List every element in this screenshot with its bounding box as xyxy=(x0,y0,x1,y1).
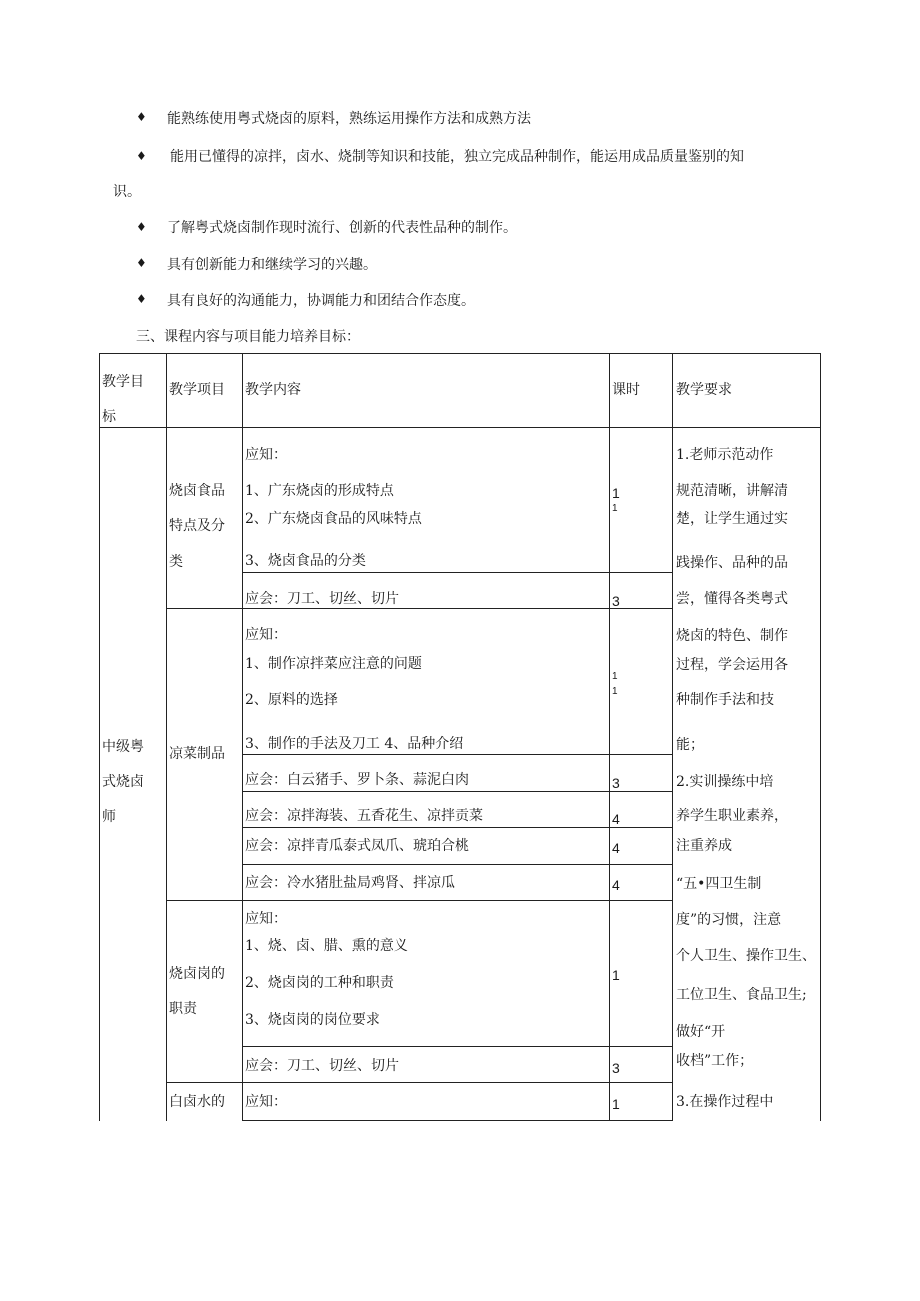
project-cell: 烧卤食品 xyxy=(169,483,225,499)
col-divider xyxy=(242,353,243,1121)
content-line: 2、烧卤岗的工种和职责 xyxy=(245,975,394,991)
content-line: 1、广东烧卤的形成特点 xyxy=(245,483,394,499)
requirement-line: 尝，懂得各类粤式 xyxy=(676,591,788,607)
hours-cell: 4 xyxy=(612,811,620,827)
requirement-line: 度”的习惯，注意 xyxy=(676,912,782,928)
requirement-line: 楚，让学生通过实 xyxy=(676,511,788,527)
content-line: 应会：刀工、切丝、切片 xyxy=(245,1058,399,1074)
row-divider xyxy=(242,864,672,865)
content-line: 应会：凉拌海装、五香花生、凉拌贡菜 xyxy=(245,808,483,824)
goal-cell: 中级粤 xyxy=(102,739,144,755)
row-divider xyxy=(242,1120,672,1121)
requirement-line: “五•四卫生制 xyxy=(676,876,762,892)
content-line: 应知： xyxy=(245,1094,287,1110)
project-cell: 烧卤岗的 xyxy=(169,966,225,982)
requirement-line: 1.老师示范动作 xyxy=(676,447,774,463)
header-project: 教学项目 xyxy=(169,382,225,398)
section-heading: 三、课程内容与项目能力培养目标： xyxy=(136,329,360,345)
content-line: 应会：凉拌青瓜泰式凤爪、琥珀合桃 xyxy=(245,838,469,854)
table-border-left xyxy=(99,353,100,1121)
content-line: 2、原料的选择 xyxy=(245,692,338,708)
project-cell: 特点及分 xyxy=(169,518,225,534)
col-divider xyxy=(166,353,167,1121)
bullet-icon: ♦ xyxy=(136,292,147,306)
hours-cell: 4 xyxy=(612,877,620,893)
header-requirements: 教学要求 xyxy=(676,382,732,398)
col-divider xyxy=(672,353,673,1121)
content-line: 1、制作凉拌菜应注意的问题 xyxy=(245,656,422,672)
content-line: 应知： xyxy=(245,627,287,643)
row-divider xyxy=(242,572,672,573)
requirement-line: 践操作、品种的品 xyxy=(676,555,788,571)
row-divider xyxy=(242,1046,672,1047)
project-cell: 类 xyxy=(169,554,183,570)
requirement-line: 收档”工作； xyxy=(676,1053,754,1069)
requirement-line: 工位卫生、食品卫生; xyxy=(676,987,807,1003)
content-line: 应会：冷水猪肚盐局鸡肾、拌凉瓜 xyxy=(245,875,455,891)
hours-cell: 3 xyxy=(612,1060,620,1076)
objective-item: 了解粤式烧卤制作现时流行、创新的代表性品种的制作。 xyxy=(167,220,517,236)
project-cell: 职责 xyxy=(169,1001,197,1017)
requirement-line: 烧卤的特色、制作 xyxy=(676,628,788,644)
header-goal: 标 xyxy=(102,409,116,425)
content-line: 3、烧卤食品的分类 xyxy=(245,553,366,569)
row-divider xyxy=(242,827,672,828)
goal-cell: 式烧卤 xyxy=(102,774,144,790)
content-line: 1、烧、卤、腊、熏的意义 xyxy=(245,938,408,954)
requirement-line: 养学生职业素养， xyxy=(676,808,788,824)
bullet-icon: ♦ xyxy=(136,220,147,234)
hours-cell: 4 xyxy=(612,840,620,856)
hours-cell: 1 xyxy=(612,686,618,697)
requirement-line: 2.实训操练中培 xyxy=(676,774,774,790)
hours-cell: 3 xyxy=(612,775,620,791)
requirement-line: 过程，学会运用各 xyxy=(676,657,788,673)
requirement-line: 能； xyxy=(676,737,704,753)
requirement-line: 种制作手法和技 xyxy=(676,692,774,708)
content-line: 3、制作的手法及刀工 4、品种介绍 xyxy=(245,736,464,752)
table-border-top xyxy=(99,353,821,354)
bullet-icon: ♦ xyxy=(136,149,147,163)
project-cell: 凉菜制品 xyxy=(169,746,225,762)
project-cell: 白卤水的 xyxy=(169,1094,225,1110)
requirement-line: 做好“开 xyxy=(676,1024,726,1040)
hours-cell: 1 xyxy=(612,503,618,514)
header-goal: 教学目 xyxy=(102,374,144,390)
table-border-right xyxy=(820,353,821,1121)
requirement-line: 个人卫生、操作卫生、 xyxy=(676,948,816,964)
header-divider xyxy=(99,427,821,428)
content-line: 2、广东烧卤食品的风味特点 xyxy=(245,511,422,527)
row-divider xyxy=(242,754,672,755)
header-content: 教学内容 xyxy=(245,382,301,398)
content-line: 应知： xyxy=(245,911,287,927)
header-hours: 课时 xyxy=(612,382,640,398)
hours-cell: 1 xyxy=(612,485,620,501)
objective-item: 能熟练使用粤式烧卤的原料，熟练运用操作方法和成熟方法 xyxy=(167,111,531,127)
requirement-line: 规范清晰，讲解清 xyxy=(676,483,788,499)
bullet-icon: ♦ xyxy=(136,110,147,124)
objective-item-continued: 识。 xyxy=(113,184,141,200)
bullet-icon: ♦ xyxy=(136,256,147,270)
content-line: 应会：刀工、切丝、切片 xyxy=(245,591,399,607)
hours-cell: 1 xyxy=(612,671,618,682)
hours-cell: 1 xyxy=(612,967,620,983)
requirement-line: 注重养成 xyxy=(676,838,732,854)
content-line: 3、烧卤岗的岗位要求 xyxy=(245,1012,380,1028)
objective-item: 能用已懂得的凉拌，卤水、烧制等知识和技能，独立完成品种制作，能运用成品质量鉴别的知 xyxy=(170,149,744,165)
objective-item: 具有良好的沟通能力，协调能力和团结合作态度。 xyxy=(167,293,475,309)
hours-cell: 3 xyxy=(612,593,620,609)
col-divider xyxy=(609,353,610,1121)
content-line: 应知： xyxy=(245,447,287,463)
goal-cell: 师 xyxy=(102,809,116,825)
content-line: 应会：白云猪手、罗卜条、蒜泥白肉 xyxy=(245,772,469,788)
row-divider xyxy=(242,791,672,792)
hours-cell: 1 xyxy=(612,1096,620,1112)
objective-item: 具有创新能力和继续学习的兴趣。 xyxy=(167,257,377,273)
requirement-line: 3.在操作过程中 xyxy=(676,1094,774,1110)
